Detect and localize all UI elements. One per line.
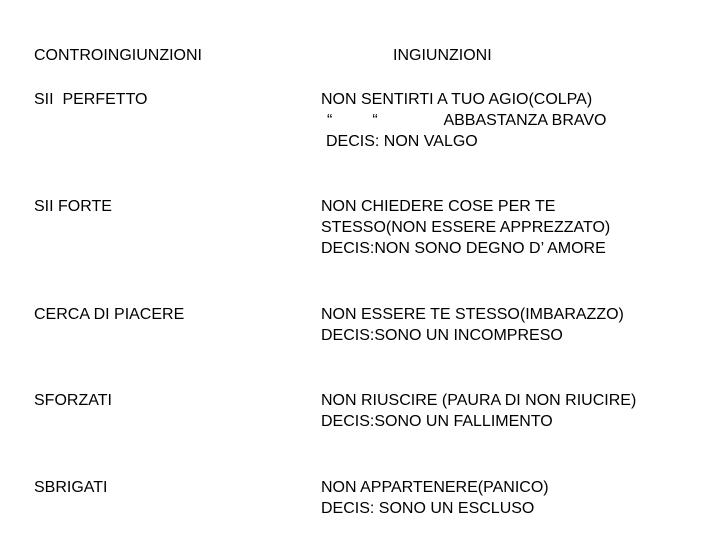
controingiunzione-sforzati: SFORZATI xyxy=(34,392,112,409)
ingiunzione-line: “ “ ABBASTANZA BRAVO xyxy=(327,112,607,129)
decisione-line: DECIS:SONO UN FALLIMENTO xyxy=(321,413,553,430)
ingiunzione-line: NON RIUSCIRE (PAURA DI NON RIUCIRE) xyxy=(321,392,637,409)
decisione-line: DECIS: SONO UN ESCLUSO xyxy=(321,500,535,517)
controingiunzione-cerca-di-piacere: CERCA DI PIACERE xyxy=(34,306,185,323)
ingiunzione-line: NON SENTIRTI A TUO AGIO(COLPA) xyxy=(321,91,593,108)
decisione-line: DECIS: NON VALGO xyxy=(326,133,478,150)
controingiunzione-sbrigati: SBRIGATI xyxy=(34,479,108,496)
column-header-controingiunzioni: CONTROINGIUNZIONI xyxy=(34,47,202,64)
controingiunzione-sii-forte: SII FORTE xyxy=(34,198,112,215)
ingiunzione-line: STESSO(NON ESSERE APPREZZATO) xyxy=(321,219,611,236)
controingiunzione-sii-perfetto: SII PERFETTO xyxy=(34,91,148,108)
column-header-ingiunzioni: INGIUNZIONI xyxy=(393,47,492,64)
decisione-line: DECIS:NON SONO DEGNO D’ AMORE xyxy=(321,240,606,257)
ingiunzione-line: NON CHIEDERE COSE PER TE xyxy=(321,198,556,215)
ingiunzione-line: NON APPARTENERE(PANICO) xyxy=(321,479,549,496)
ingiunzione-line: NON ESSERE TE STESSO(IMBARAZZO) xyxy=(321,306,624,323)
decisione-line: DECIS:SONO UN INCOMPRESO xyxy=(321,327,563,344)
